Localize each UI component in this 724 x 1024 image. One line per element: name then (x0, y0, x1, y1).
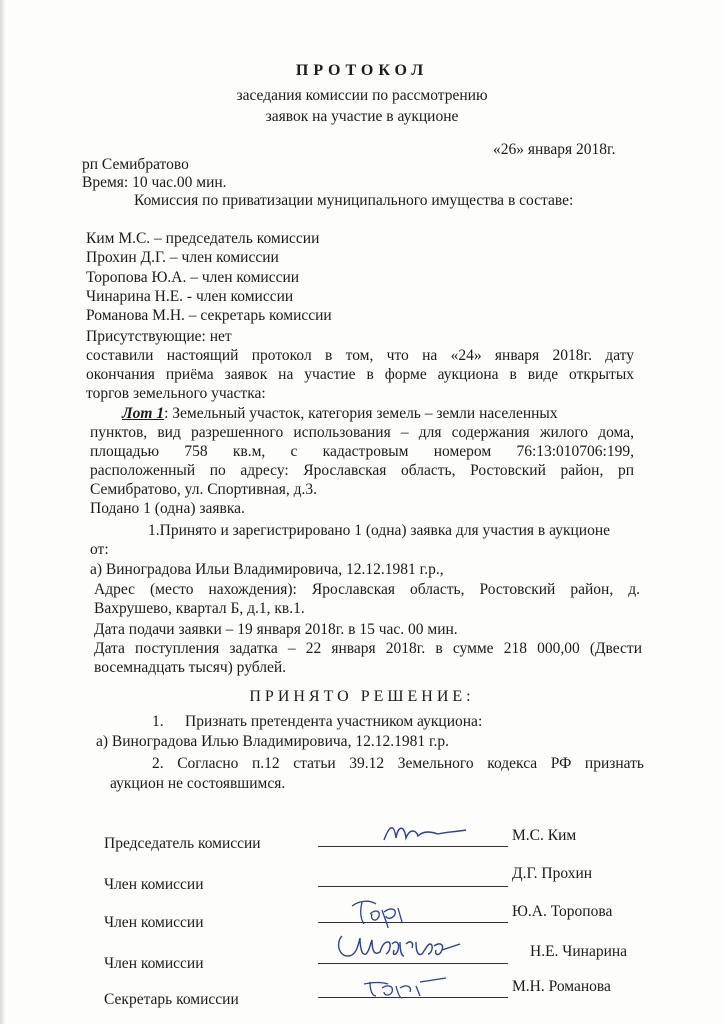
deposit-line: Дата поступления задатка – 22 января 2018г. в сумме 218 000,00 (Двести (94, 640, 642, 657)
decision-item1-number: 1. (152, 713, 164, 730)
subtitle-line-1: заседания комиссии по рассмотрению (236, 87, 488, 104)
item1-line: от: (90, 541, 109, 558)
decision-heading: ПРИНЯТО РЕШЕНИЕ: (249, 688, 475, 705)
address-line: Адрес (место нахождения): Ярославская область, Ростовский район, д. (94, 581, 640, 598)
signature-chinarina (334, 926, 464, 971)
item1-line: 1.Принято и зарегистрировано 1 (одна) заявка для участия в аукционе (148, 522, 611, 539)
submitted-count: Подано 1 (одна) заявка. (90, 500, 245, 517)
member-line: Романова М.Н. – секретарь комиссии (86, 307, 332, 324)
decision-item1-sub: а) Виноградова Илью Владимировича, 12.12.1981 г.р. (96, 733, 450, 750)
subtitle-line-2: заявок на участие в аукционе (265, 108, 459, 125)
document-date: «26» января 2018г. (493, 141, 616, 158)
present-line: Присутствующие: нет (86, 328, 232, 345)
lot-line: площадью 758 кв.м, с кадастровым номером 76:13:010706:199, (90, 443, 634, 460)
body-paragraph-line: торгов земельного участка: (86, 385, 266, 402)
signature-name: М.Н. Романова (512, 978, 611, 995)
scan-edge-shadow (0, 0, 6, 1024)
signature-romanova (360, 972, 450, 1007)
decision-item2-line: 2. Согласно п.12 статьи 39.12 Земельного кодекса РФ признать (152, 755, 644, 772)
commission-intro: Комиссия по приватизации муниципального имущества в составе: (134, 192, 574, 209)
signature-role: Секретарь комиссии (104, 991, 239, 1008)
decision-item2-line: аукцион не состоявшимся. (110, 775, 286, 792)
body-paragraph-line: окончания приёма заявок на участие в форме аукциона в виде открытых (86, 366, 634, 383)
applicant: а) Виноградова Ильи Владимировича, 12.12.1981 г.р., (90, 561, 444, 578)
signature-name: М.С. Ким (512, 827, 577, 844)
signature-role: Член комиссии (104, 876, 204, 893)
signature-role: Председатель комиссии (104, 835, 261, 852)
member-line: Ким М.С. – председатель комиссии (86, 230, 320, 247)
decision-item1-text: Признать претендента участником аукциона: (185, 713, 483, 730)
lot-first-line (122, 404, 558, 423)
signature-name: Ю.А. Торопова (512, 903, 613, 920)
submission-date: Дата подачи заявки – 19 января 2018г. в 15 час. 00 мин. (94, 621, 458, 638)
meeting-time: Время: 10 час.00 мин. (82, 174, 227, 191)
signature-line (318, 886, 508, 887)
signature-kim (380, 818, 470, 853)
lot-line: расположенный по адресу: Ярославская область, Ростовский район, рп (90, 462, 634, 479)
member-line: Чинарина Н.Е. - член комиссии (86, 288, 294, 305)
member-line: Торопова Ю.А. – член комиссии (86, 269, 300, 286)
signature-role: Член комиссии (104, 914, 204, 931)
signature-name: Д.Г. Прохин (512, 865, 593, 882)
address-line: Вахрушево, квартал Б, д.1, кв.1. (94, 600, 305, 617)
deposit-line: восемнадцать тысяч) рублей. (94, 659, 287, 676)
lot-label: Лот 1 (122, 405, 165, 422)
lot-line: пунктов, вид разрешенного использования – для содержания жилого дома, (90, 424, 634, 441)
lot-description-start: : Земельный участок, категория земель – земли населенных (164, 405, 558, 422)
signature-role: Член комиссии (104, 955, 204, 972)
signature-name: Н.Е. Чинарина (530, 943, 628, 960)
document-title: ПРОТОКОЛ (295, 62, 429, 79)
place: рп Семибратово (82, 156, 189, 173)
member-line: Прохин Д.Г. – член комиссии (86, 249, 279, 266)
body-paragraph-line: составили настоящий протокол в том, что на «24» января 2018г. дату (86, 347, 634, 364)
lot-line: Семибратово, ул. Спортивная, д.3. (90, 481, 317, 498)
